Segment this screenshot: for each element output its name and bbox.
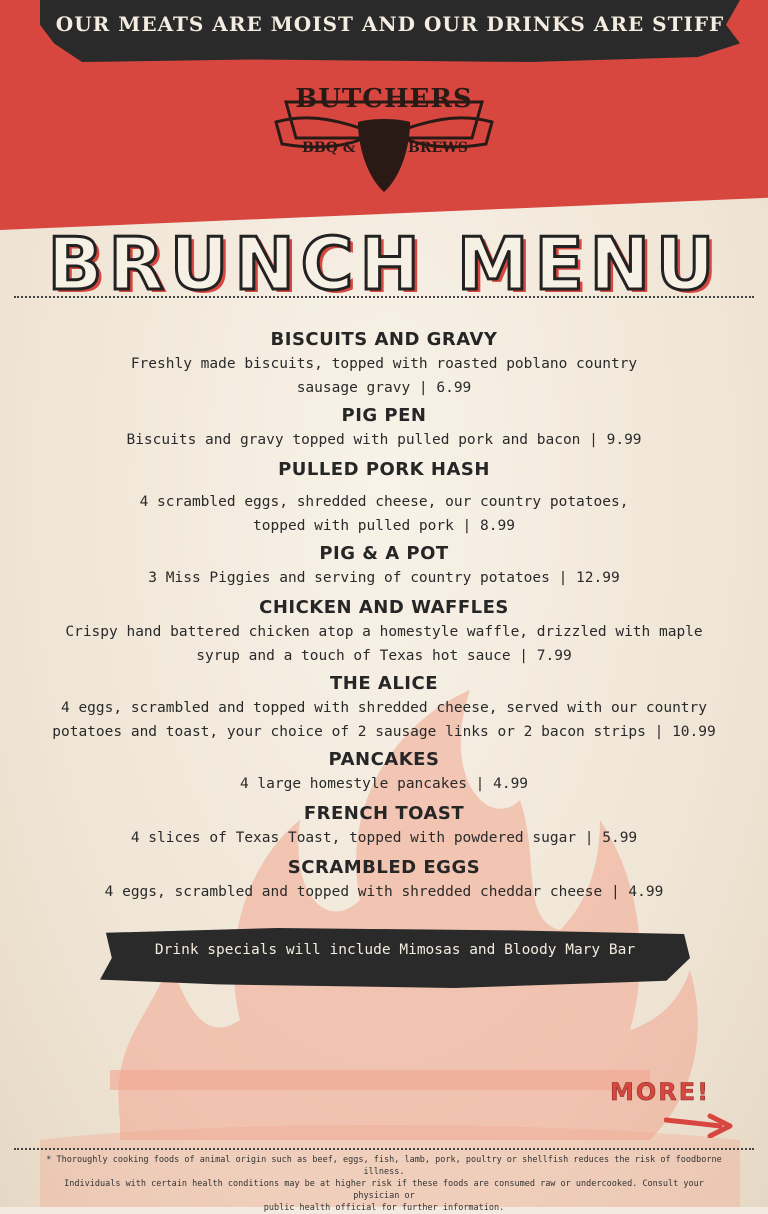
menu-item-the-alice: [20, 672, 748, 744]
menu-item-desc: potatoes and toast, your choice of 2 sausage links or 2 bacon strips | 10.99: [52, 724, 716, 740]
menu-item-name: SCRAMBLED EGGS: [287, 857, 481, 878]
menu-item-desc: Crispy hand battered chicken atop a homestyle waffle, drizzled with maple: [65, 624, 703, 640]
menu-item-desc: 3 Miss Piggies and serving of country potatoes | 12.99: [148, 570, 620, 586]
menu-item-name: FRENCH TOAST: [303, 803, 465, 824]
menu-item-name: PULLED PORK HASH: [278, 459, 490, 480]
menu-item-desc: 4 large homestyle pancakes | 4.99: [239, 776, 529, 792]
butchers-logo: [272, 82, 496, 194]
menu-item-name: THE ALICE: [329, 673, 438, 694]
menu-item-name: BISCUITS AND GRAVY: [270, 329, 498, 350]
menu-item-pancakes: [20, 748, 748, 796]
menu-item-biscuits-and-gravy: [20, 328, 748, 400]
menu-item-pig-pen: [20, 404, 748, 452]
drink-specials-note: Drink specials will include Mimosas and Bloody Mary Bar: [154, 942, 636, 958]
page-title: BRUNCH MENU: [47, 222, 721, 306]
footer-divider: [14, 1148, 754, 1150]
title-divider: [14, 296, 754, 298]
menu-item-name: PIG & A POT: [319, 543, 449, 564]
menu-item-name: PIG PEN: [341, 405, 427, 426]
drink-brush-stroke: [100, 928, 690, 988]
grill-bar: [110, 1070, 650, 1090]
menu-item-pulled-pork-hash: [20, 458, 748, 538]
menu-item-desc: 4 scrambled eggs, shredded cheese, our country potatoes,: [139, 494, 629, 510]
food-safety-disclaimer: [40, 1154, 728, 1214]
menu-item-desc: 4 slices of Texas Toast, topped with powdered sugar | 5.99: [130, 830, 638, 846]
menu-item-desc: Freshly made biscuits, topped with roasted poblano country: [130, 356, 638, 372]
menu-item-desc: Biscuits and gravy topped with pulled pork and bacon | 9.99: [126, 432, 642, 448]
menu-item-scrambled-eggs: [20, 856, 748, 904]
menu-item-desc: 4 eggs, scrambled and topped with shredded cheese, served with our country: [60, 700, 707, 716]
logo-brews-text: BREWS: [408, 140, 468, 156]
more-link[interactable]: MORE!: [610, 1078, 711, 1106]
menu-item-chicken-and-waffles: [20, 596, 748, 668]
menu-item-desc: sausage gravy | 6.99: [296, 380, 472, 396]
disclaimer-line: public health official for further information.: [263, 1203, 505, 1213]
arrow-right-icon[interactable]: [664, 1112, 734, 1138]
menu-item-name: CHICKEN AND WAFFLES: [259, 597, 509, 618]
disclaimer-line: Individuals with certain health conditions may be at higher risk if these foods are consumed raw or undercooked. Consult your physician or: [64, 1179, 704, 1201]
menu-item-desc: topped with pulled pork | 8.99: [253, 518, 515, 534]
tagline: OUR MEATS ARE MOIST AND OUR DRINKS ARE STIFF: [55, 12, 725, 36]
menu-item-desc: 4 eggs, scrambled and topped with shredded cheddar cheese | 4.99: [104, 884, 664, 900]
logo-bbq-text: BBQ &: [302, 140, 356, 156]
logo-wordmark: BUTCHERS: [295, 84, 473, 114]
menu-item-french-toast: [20, 802, 748, 850]
menu-item-pig-and-a-pot: [20, 542, 748, 590]
disclaimer-line: * Thoroughly cooking foods of animal origin such as beef, eggs, fish, lamb, pork, poultry or shellfish reduces the risk of foodborne illness.: [46, 1155, 722, 1177]
menu-item-desc: syrup and a touch of Texas hot sauce | 7.99: [196, 648, 572, 664]
menu-item-name: PANCAKES: [328, 749, 440, 770]
